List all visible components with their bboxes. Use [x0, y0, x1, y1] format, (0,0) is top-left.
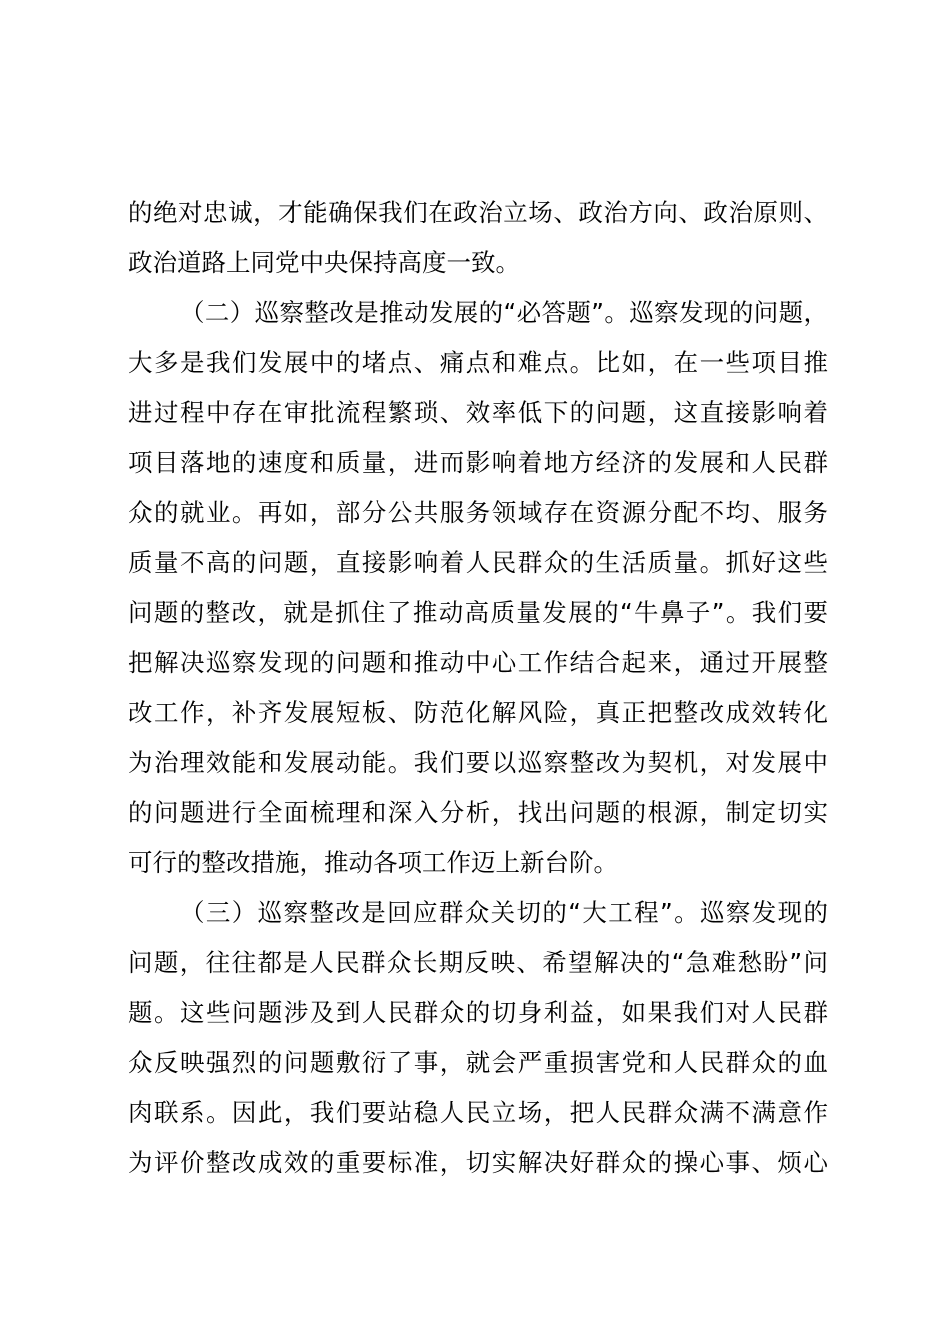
text-line: 可行的整改措施，推动各项工作迈上新台阶。	[128, 848, 618, 877]
text-line: 的问题进行全面梳理和深入分析，找出问题的根源，制定切实	[128, 798, 828, 827]
text-line: 进过程中存在审批流程繁琐、效率低下的问题，这直接影响着	[128, 398, 828, 427]
paragraph-heading-line: （二）巡察整改是推动发展的“必答题”。巡察发现的问题，	[180, 298, 828, 327]
text-line: 为评价整改成效的重要标准，切实解决好群众的操心事、烦心	[128, 1148, 828, 1177]
text-line: 众的就业。再如，部分公共服务领域存在资源分配不均、服务	[128, 498, 828, 527]
text-line: 项目落地的速度和质量，进而影响着地方经济的发展和人民群	[128, 448, 828, 477]
text-line: 为治理效能和发展动能。我们要以巡察整改为契机，对发展中	[128, 748, 828, 777]
text-line: 质量不高的问题，直接影响着人民群众的生活质量。抓好这些	[128, 548, 828, 577]
text-line: 改工作，补齐发展短板、防范化解风险，真正把整改成效转化	[128, 698, 828, 727]
text-line: 政治道路上同党中央保持高度一致。	[128, 248, 520, 277]
text-line: 问题的整改，就是抓住了推动高质量发展的“牛鼻子”。我们要	[128, 598, 828, 627]
text-line: 众反映强烈的问题敷衍了事，就会严重损害党和人民群众的血	[128, 1048, 828, 1077]
text-line: 题。这些问题涉及到人民群众的切身利益，如果我们对人民群	[128, 998, 828, 1027]
text-line: 肉联系。因此，我们要站稳人民立场，把人民群众满不满意作	[128, 1098, 828, 1127]
text-line: 把解决巡察发现的问题和推动中心工作结合起来，通过开展整	[128, 648, 828, 677]
text-line: 问题，往往都是人民群众长期反映、希望解决的“急难愁盼”问	[128, 948, 828, 977]
text-line: 的绝对忠诚，才能确保我们在政治立场、政治方向、政治原则、	[128, 198, 828, 227]
paragraph-heading-line: （三）巡察整改是回应群众关切的“大工程”。巡察发现的	[180, 898, 828, 927]
text-line: 大多是我们发展中的堵点、痛点和难点。比如，在一些项目推	[128, 348, 828, 377]
